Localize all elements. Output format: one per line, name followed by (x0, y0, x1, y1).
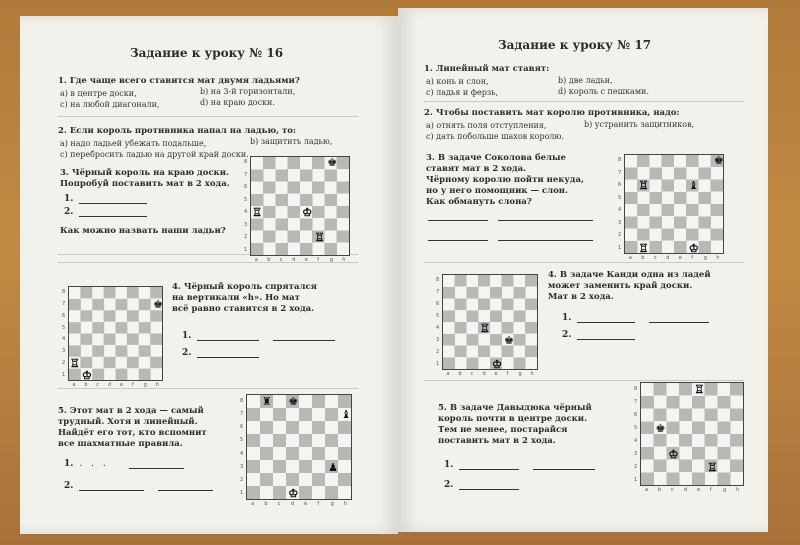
board-rank-label: 8 (436, 277, 440, 283)
l17-q3-line3: Чёрному королю пойти некуда, (426, 175, 584, 185)
l17-q4-answer-2: 2. (562, 330, 635, 340)
answer-line[interactable] (428, 240, 488, 241)
divider (58, 262, 358, 263)
board-file-label: c (96, 382, 99, 388)
board-file-label: e (697, 487, 701, 493)
white-rook-icon: ♖ (707, 460, 718, 474)
board-rank-label: 5 (618, 194, 622, 201)
board-file-label: g (518, 371, 522, 377)
white-king-icon: ♔ (288, 487, 299, 501)
board-file-label: f (317, 257, 320, 263)
l17-q5-line3: Тем не менее, постарайся (438, 425, 568, 435)
l17-q5-answer-1: 1. (444, 460, 595, 470)
board-file-label: b (84, 382, 88, 388)
answer-line[interactable] (533, 461, 595, 470)
board-file-label: d (666, 255, 670, 261)
board-rank-label: 7 (634, 398, 638, 405)
board-file-label: e (678, 255, 682, 261)
black-pawn-icon: ♟ (328, 460, 338, 474)
right-page (398, 8, 768, 532)
board-file-label: g (329, 257, 333, 263)
board-file-label: e (119, 382, 124, 388)
chess-diagram-l16-5 (246, 394, 352, 500)
white-rook-icon: ♖ (69, 357, 80, 371)
board-rank-label: 3 (62, 348, 66, 355)
board-rank-label: 4 (436, 325, 440, 331)
l17-q1-option-c: с) ладья и ферзь, (426, 88, 499, 97)
lesson-16-title: Задание к уроку № 16 (130, 46, 284, 60)
l17-q5-line1: 5. В задаче Давыдюка чёрный (438, 403, 592, 413)
board-rank-label: 4 (634, 437, 638, 444)
board-rank-label: 2 (240, 477, 244, 484)
l17-q3-line4: но у него помощник — слон. (426, 186, 568, 196)
board-rank-label: 5 (62, 324, 66, 331)
board-file-label: a (628, 255, 632, 261)
board-rank-label: 2 (634, 463, 638, 470)
board-rank-label: 5 (436, 313, 440, 319)
l16-q2-option-c: c) перебросить ладью на другой край доски. (60, 150, 249, 159)
board-rank-label: 1 (62, 372, 66, 379)
chess-diagram-l17-4 (442, 274, 538, 370)
board-rank-label: 3 (436, 337, 440, 343)
l17-q1-option-d: d) король с пешками. (558, 87, 649, 96)
answer-line[interactable] (79, 208, 147, 217)
board-file-label: e (304, 257, 308, 263)
l16-q5-line1: 5. Этот мат в 2 хода — самый (58, 406, 204, 416)
board-file-label: f (691, 255, 694, 261)
l16-q1-option-d: d) на краю доски. (200, 98, 275, 107)
white-king-icon: ♔ (668, 447, 679, 461)
chess-diagram-l17-5 (640, 382, 744, 486)
answer-line[interactable] (273, 332, 335, 341)
l17-q3-line2: ставят мат в 2 хода. (426, 164, 527, 174)
l16-q2-option-b: b) защитить ладью, (250, 137, 333, 146)
l17-q2-option-a: а) отнять поля отступления, (426, 121, 547, 130)
board-rank-label: 5 (240, 437, 244, 444)
board-rank-label: 4 (618, 207, 622, 214)
white-rook-icon: ♖ (480, 322, 490, 335)
l16-q2-text: 2. Если король противника напал на ладью, то: (58, 126, 297, 136)
board-rank-label: 5 (634, 424, 638, 431)
board-rank-label: 4 (240, 450, 244, 457)
board-file-label: e (304, 501, 308, 507)
answer-line[interactable] (649, 314, 709, 323)
board-rank-label: 3 (634, 450, 638, 457)
board-file-label: g (703, 255, 707, 261)
answer-line[interactable] (158, 482, 213, 491)
answer-line[interactable] (459, 461, 519, 470)
l17-q4-line3: Мат в 2 хода. (548, 292, 614, 302)
black-bishop-icon: ♝ (688, 179, 699, 193)
board-file-label: a (251, 501, 255, 507)
answer-line[interactable] (79, 195, 147, 204)
board-file-label: h (155, 382, 159, 388)
l16-q5-line4: все шахматные правила. (58, 439, 183, 449)
white-rook-icon: ♖ (314, 231, 325, 245)
left-page (20, 16, 398, 534)
white-rook-icon: ♖ (638, 241, 649, 255)
white-king-icon: ♔ (302, 206, 313, 220)
board-rank-label: 1 (436, 361, 440, 367)
black-king-icon: ♚ (713, 154, 724, 168)
l16-q4-line1: 4. Чёрный король спрятался (172, 282, 317, 292)
board-rank-label: 3 (244, 221, 248, 228)
board-file-label: c (277, 501, 281, 507)
board-rank-label: 8 (618, 157, 622, 164)
l16-q3-answer-2: 2. (64, 207, 147, 217)
answer-line[interactable] (129, 460, 184, 469)
board-file-label: b (267, 257, 271, 263)
board-rank-label: 7 (244, 171, 248, 178)
black-king-icon: ♚ (504, 334, 514, 347)
l16-q4-answer-1: 1. (182, 331, 335, 341)
board-rank-label: 6 (634, 411, 638, 418)
l16-q1-option-b: b) на 3-й горизонтали, (200, 87, 296, 96)
divider (58, 388, 358, 389)
board-file-label: g (143, 382, 147, 388)
board-rank-label: 3 (240, 463, 244, 470)
board-rank-label: 6 (244, 184, 248, 191)
black-king-icon: ♚ (288, 394, 299, 408)
answer-line[interactable] (577, 331, 635, 340)
board-rank-label: 2 (436, 349, 440, 355)
white-king-icon: ♔ (492, 358, 502, 371)
board-file-label: f (506, 371, 509, 377)
white-rook-icon: ♖ (638, 179, 649, 193)
board-rank-label: 2 (618, 232, 622, 239)
l16-q5-line3: Найдёт его тот, кто вспомнит (58, 428, 207, 438)
l17-q2-text: 2. Чтобы поставить мат королю противника, надо: (424, 108, 680, 118)
board-file-label: g (330, 501, 334, 507)
black-king-icon: ♚ (655, 421, 666, 435)
l16-q1-option-a: а) в центре доски, (60, 89, 137, 98)
divider (58, 116, 358, 117)
board-file-label: h (716, 255, 720, 261)
board-rank-label: 6 (436, 301, 440, 307)
board-rank-label: 6 (618, 182, 622, 189)
l16-q3-line1: 3. Чёрный король на краю доски. (60, 168, 229, 178)
board-rank-label: 1 (618, 244, 622, 251)
board-rank-label: 3 (618, 219, 622, 226)
l17-q1-text: 1. Линейный мат ставят: (424, 64, 550, 74)
answer-line[interactable] (197, 349, 259, 358)
black-king-icon: ♚ (153, 297, 163, 311)
board-rank-label: 7 (62, 300, 66, 307)
l16-q5-answer-1: 1. . . . (64, 459, 184, 469)
board-file-label: b (458, 371, 462, 377)
answer-line[interactable] (498, 220, 593, 221)
black-bishop-icon: ♝ (341, 407, 352, 421)
l16-q4-line3: всё равно ставится в 2 хода. (172, 304, 315, 314)
board-rank-label: 8 (634, 385, 638, 392)
divider (424, 262, 744, 263)
board-rank-label: 6 (240, 424, 244, 431)
l16-q4-line2: на вертикали «h». Но мат (172, 293, 300, 303)
board-rank-label: 4 (244, 209, 248, 216)
board-file-label: h (736, 487, 740, 493)
divider (424, 101, 744, 102)
board-file-label: c (470, 371, 474, 377)
board-file-label: d (482, 371, 486, 377)
white-rook-icon: ♖ (694, 382, 705, 396)
board-rank-label: 2 (244, 234, 248, 241)
board-rank-label: 7 (618, 169, 622, 176)
l17-q1-option-b: b) две ладьи, (558, 76, 613, 85)
board-file-label: d (684, 487, 688, 493)
white-king-icon: ♔ (688, 241, 699, 255)
white-king-icon: ♔ (81, 369, 92, 383)
board-file-label: f (710, 487, 712, 493)
board-file-label: e (494, 371, 498, 377)
board-file-label: a (72, 382, 76, 388)
answer-line[interactable] (79, 482, 144, 491)
l17-q2-option-c: с) дать побольше шахов королю. (426, 132, 565, 141)
board-rank-label: 2 (62, 360, 66, 367)
answer-line[interactable] (428, 220, 488, 221)
l16-q5-line2: трудный. Хотя и линейный. (58, 417, 198, 427)
chess-diagram-l16-4 (68, 286, 163, 381)
board-rank-label: 6 (62, 312, 66, 319)
board-rank-label: 1 (634, 476, 638, 483)
board-rank-label: 8 (62, 288, 66, 295)
l16-q1-text: 1. Где чаще всего ставится мат двумя ладьями? (58, 76, 300, 86)
board-file-label: g (723, 487, 727, 493)
board-file-label: d (292, 257, 296, 263)
divider (424, 380, 744, 381)
board-rank-label: 7 (240, 410, 244, 417)
l17-q4-line2: может заменить край доски. (548, 281, 693, 291)
chess-diagram-l16-3 (250, 156, 350, 256)
board-file-label: h (530, 371, 534, 377)
board-rank-label: 1 (240, 490, 244, 497)
l17-q5-line2: король почти в центре доски. (438, 414, 588, 424)
l16-q3-line2: Попробуй поставить мат в 2 хода. (60, 179, 230, 189)
board-file-label: b (264, 501, 268, 507)
black-rook-icon: ♜ (261, 394, 272, 408)
board-file-label: c (279, 257, 283, 263)
board-rank-label: 4 (62, 336, 66, 343)
answer-line[interactable] (498, 240, 593, 241)
board-file-label: b (641, 255, 645, 261)
board-file-label: b (658, 487, 662, 493)
board-file-label: c (671, 487, 674, 493)
l17-q1-option-a: а) конь и слон, (426, 77, 489, 86)
l17-q3-line5: Как обмануть слона? (426, 197, 532, 207)
l16-q1-option-c: с) на любой диагонали, (60, 100, 160, 109)
board-file-label: a (645, 487, 649, 493)
l17-q3-line1: 3. В задаче Соколова белые (426, 153, 566, 163)
board-file-label: h (342, 257, 346, 263)
black-king-icon: ♚ (327, 156, 338, 170)
l17-q4-line1: 4. В задаче Канди одна из ладей (548, 270, 711, 280)
l17-q2-option-b: b) устранить защитников, (584, 120, 695, 129)
board-file-label: f (317, 501, 320, 507)
board-file-label: c (653, 255, 657, 261)
board-file-label: h (343, 501, 348, 507)
l16-q5-answer-2: 2. (64, 481, 213, 491)
answer-line[interactable] (197, 332, 259, 341)
board-rank-label: 1 (244, 246, 248, 253)
l16-q4-answer-2: 2. (182, 348, 259, 358)
board-rank-label: 7 (436, 289, 440, 295)
board-rank-label: 5 (244, 196, 248, 203)
board-rank-label: 8 (240, 397, 244, 404)
answer-line[interactable] (459, 481, 519, 490)
l17-q4-answer-1: 1. (562, 313, 709, 323)
answer-line[interactable] (577, 314, 635, 323)
board-file-label: d (108, 382, 112, 388)
white-rook-icon: ♖ (252, 206, 263, 220)
l16-q3-question: Как можно назвать наши ладьи? (60, 226, 226, 236)
lesson-17-title: Задание к уроку № 17 (498, 38, 652, 52)
board-file-label: a (446, 371, 450, 377)
board-file-label: a (254, 257, 258, 263)
l17-q5-line4: поставить мат в 2 хода. (438, 436, 556, 446)
board-file-label: f (131, 382, 134, 388)
l16-q3-answer-1: 1. (64, 194, 147, 204)
l16-q2-option-a: a) надо ладьей убежать подальше, (60, 139, 207, 148)
board-rank-label: 8 (244, 159, 248, 166)
board-file-label: d (290, 501, 295, 507)
chess-diagram-l17-3 (624, 154, 724, 254)
l17-q5-answer-2: 2. (444, 480, 519, 490)
